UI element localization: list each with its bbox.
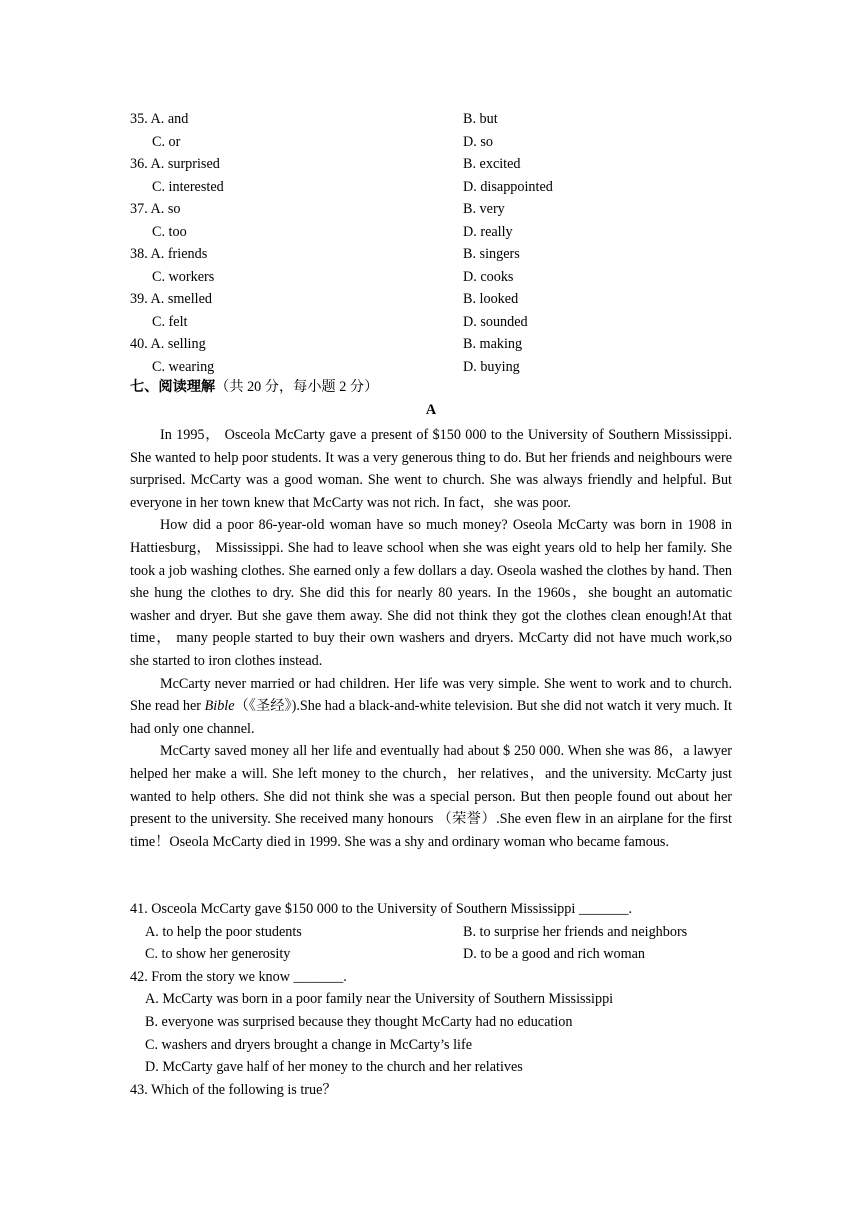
- option-c: C. interested: [152, 178, 224, 195]
- option-d: D. to be a good and rich woman: [463, 946, 646, 963]
- question-42-stem: 42. From the story we know _______.: [130, 968, 347, 985]
- option-row: [130, 243, 740, 266]
- option-d: D. really: [463, 223, 513, 240]
- option-c: C. wearing: [152, 358, 215, 375]
- option-a: 35. A. and: [130, 111, 189, 127]
- passage-paragraph: McCarty saved money all her life and eventually had about $ 250 000. When she was 86，a lawyer helped her make a will. She left money to the church，her relatives，and the university. McCarty just wanted to help others. She did not think she was a special person. But then people found out about her present to the university. She received many honours （荣誉）.She even flew in an airplane for the first time！Oseola McCarty died in 1999. She was a shy and ordinary woman who became famous.: [130, 743, 732, 850]
- passage-label: A: [425, 402, 437, 418]
- section-note: （共 20 分，每小题 2 分）: [215, 379, 379, 395]
- option-c: C. to show her generosity: [145, 946, 291, 963]
- option-row: [130, 311, 740, 334]
- option-row: [130, 333, 740, 356]
- option-row: [130, 266, 740, 289]
- option-b: B. looked: [463, 291, 519, 307]
- reading-passage: [130, 424, 732, 853]
- option-b: B. but: [463, 111, 498, 127]
- option-b: B. excited: [463, 156, 521, 172]
- option-c: C. workers: [152, 268, 215, 285]
- option-row: [130, 221, 740, 244]
- passage-paragraph: How did a poor 86-year-old woman have so much money? Oseola McCarty was born in 1908 in Hattiesburg， Mississippi. She had to leave school when she was eight years old to help her family. She took a job washing clothes. She earned only a few dollars a day. Oseola washed the clothes by hand. Then she hung the clothes to dry. She did this for nearly 80 years. In the 1960s，she bought an automatic washer and dryer. But she gave them away. She did not think they got the clothes clean enough!At that time， many people started to buy their own washers and dryers. McCarty did not have much work,so she started to iron clothes instead.: [130, 517, 732, 669]
- option-c: C. felt: [152, 313, 188, 330]
- option-row: [130, 198, 740, 221]
- question-41-options-cd: [130, 943, 740, 966]
- option-a: A. McCarty was born in a poor family near the University of Southern Mississippi: [145, 991, 614, 1008]
- passage-paragraph: McCarty never married or had children. Her life was very simple. She went to work and to church. She read her Bible（《圣经》).She had a black-and-white television. But she did not watch it very much. It had only one channel.: [130, 675, 732, 737]
- cloze-options: [130, 108, 740, 378]
- option-c: C. washers and dryers brought a change in McCarty’s life: [145, 1036, 473, 1053]
- option-row: [130, 176, 740, 199]
- question-43-stem: 43. Which of the following is true？: [130, 1081, 337, 1098]
- option-d: D. so: [463, 133, 493, 150]
- option-b: B. everyone was surprised because they thought McCarty had no education: [145, 1013, 573, 1030]
- option-row: [130, 288, 740, 311]
- option-c: C. too: [152, 223, 187, 240]
- bible-word: Bible: [204, 698, 235, 715]
- option-a: 40. A. selling: [130, 336, 206, 352]
- option-row: [130, 356, 740, 379]
- option-d: D. disappointed: [463, 178, 553, 195]
- option-c: C. or: [152, 133, 181, 150]
- option-a: 37. A. so: [130, 201, 181, 217]
- section-title: 七、阅读理解: [130, 379, 216, 395]
- option-d: D. cooks: [463, 268, 514, 285]
- option-b: B. to surprise her friends and neighbors: [463, 923, 688, 940]
- option-b: B. making: [463, 336, 523, 352]
- option-a: 36. A. surprised: [130, 156, 220, 172]
- option-a: A. to help the poor students: [145, 923, 302, 940]
- passage-paragraph: In 1995， Osceola McCarty gave a present of $150 000 to the University of Southern Mississippi. She wanted to help poor students. It was a very generous thing to do. But her friends and neighbours were surprised. McCarty was a good woman. She went to church. She was always friendly and helpful. But everyone in her town knew that McCarty was not rich. In fact，she was poor.: [130, 427, 732, 511]
- question-list: [130, 898, 740, 1101]
- section-heading: [130, 377, 378, 397]
- question-41-stem: 41. Osceola McCarty gave $150 000 to the University of Southern Mississippi _______.: [130, 901, 633, 917]
- option-b: B. singers: [463, 246, 520, 262]
- option-d: D. sounded: [463, 313, 528, 330]
- option-row: [130, 131, 740, 154]
- question-41-options-ab: [130, 921, 740, 944]
- option-a: 38. A. friends: [130, 246, 208, 262]
- option-d: D. McCarty gave half of her money to the church and her relatives: [145, 1059, 523, 1076]
- option-b: B. very: [463, 201, 505, 217]
- option-d: D. buying: [463, 358, 520, 375]
- option-row: [130, 108, 740, 131]
- option-row: [130, 153, 740, 176]
- option-a: 39. A. smelled: [130, 291, 212, 307]
